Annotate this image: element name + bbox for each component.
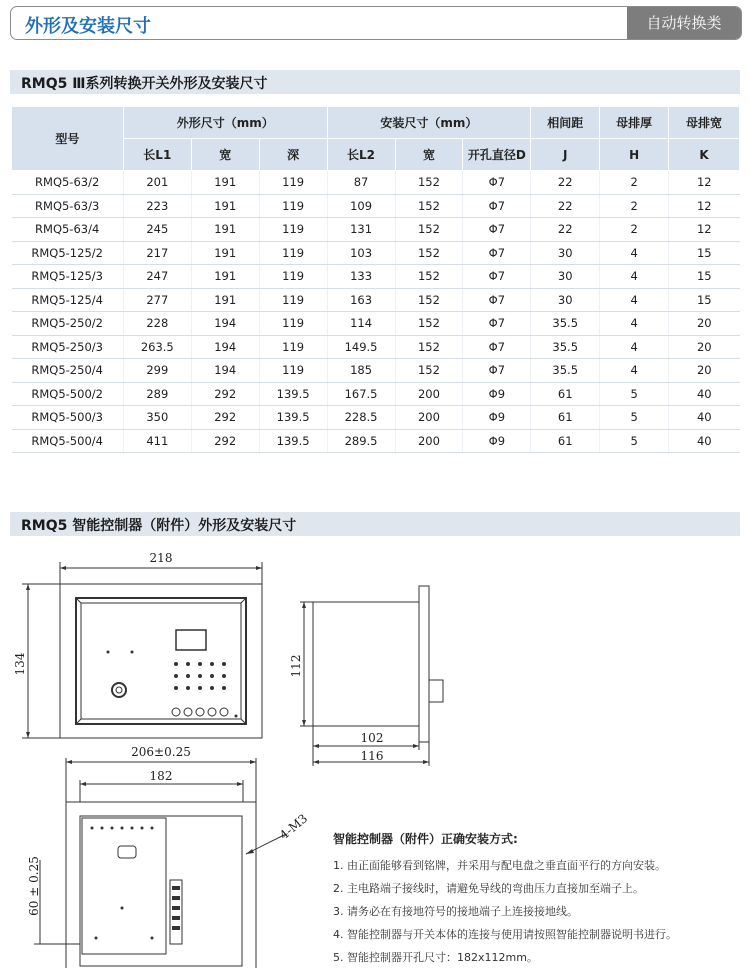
table-cell: 228	[123, 312, 191, 336]
front-bezel	[76, 598, 246, 724]
table-cell: 185	[327, 359, 395, 383]
table-cell: 289	[123, 382, 191, 406]
table-cell: 277	[123, 288, 191, 312]
table-cell: 119	[259, 218, 327, 242]
table-row	[12, 171, 740, 195]
table-row	[12, 194, 740, 218]
table-cell: 12	[669, 218, 740, 242]
table-cell: 35.5	[531, 312, 600, 336]
table-cell: 4	[600, 288, 669, 312]
table-cell: 200	[395, 406, 463, 430]
header-install: 安装尺寸（mm）	[327, 107, 531, 139]
header-outline: 外形尺寸（mm）	[123, 107, 327, 139]
table-row	[12, 218, 740, 242]
dim-label-134: 134	[13, 652, 27, 676]
table-cell: 109	[327, 194, 395, 218]
table-cell: 87	[327, 171, 395, 195]
table-cell: 139.5	[259, 429, 327, 453]
table-cell: 4	[600, 335, 669, 359]
table-cell: RMQ5-63/3	[12, 194, 124, 218]
cutout-port	[118, 846, 136, 858]
table-cell: 191	[191, 265, 259, 289]
table-cell: 292	[191, 382, 259, 406]
table-row	[12, 382, 740, 406]
header-install-width: 宽	[395, 139, 463, 171]
header-busbar-width: 母排宽	[669, 107, 740, 139]
table-cell: 245	[123, 218, 191, 242]
header-h: H	[600, 139, 669, 171]
table-cell: Φ7	[463, 288, 531, 312]
header-hole-diameter: 开孔直径D	[463, 139, 531, 171]
screw-label: 4-M3	[276, 811, 311, 843]
table-cell: RMQ5-125/4	[12, 288, 124, 312]
table-cell: 191	[191, 288, 259, 312]
table-row	[12, 241, 740, 265]
dim-label-206: 206±0.25	[131, 745, 191, 759]
instruction-item: 5. 智能控制器开孔尺寸：182x112mm。	[333, 951, 538, 964]
installation-instructions	[333, 830, 743, 968]
table-cell: 194	[191, 312, 259, 336]
table-cell: 15	[669, 265, 740, 289]
table-row	[12, 359, 740, 383]
table-cell: Φ7	[463, 265, 531, 289]
table-cell: 30	[531, 288, 600, 312]
table-cell: 139.5	[259, 406, 327, 430]
header-k: K	[669, 139, 740, 171]
table-cell: Φ7	[463, 312, 531, 336]
table-cell: 350	[123, 406, 191, 430]
table-cell: 22	[531, 194, 600, 218]
table-cell: 5	[600, 406, 669, 430]
table-cell: 4	[600, 241, 669, 265]
dim-label-102: 102	[360, 731, 384, 745]
table-cell: 5	[600, 429, 669, 453]
table-cell: 191	[191, 171, 259, 195]
table-row	[12, 312, 740, 336]
table-cell: 167.5	[327, 382, 395, 406]
table-cell: 103	[327, 241, 395, 265]
table-row	[12, 265, 740, 289]
cutout-plate	[66, 802, 256, 968]
cutout-module	[82, 818, 166, 954]
table-cell: RMQ5-250/2	[12, 312, 124, 336]
table-cell: Φ7	[463, 241, 531, 265]
table-cell: 263.5	[123, 335, 191, 359]
table-row	[12, 335, 740, 359]
table-cell: 40	[669, 429, 740, 453]
table-cell: 40	[669, 382, 740, 406]
table-cell: 119	[259, 194, 327, 218]
table-cell: 119	[259, 265, 327, 289]
header-model: 型号	[12, 107, 124, 171]
table-cell: 15	[669, 241, 740, 265]
table-cell: 247	[123, 265, 191, 289]
table-cell: 152	[395, 218, 463, 242]
header-j: J	[531, 139, 600, 171]
dim-label-218: 218	[149, 551, 173, 565]
table-cell: 217	[123, 241, 191, 265]
table-cell: 2	[600, 194, 669, 218]
table-cell: 191	[191, 194, 259, 218]
table-cell: 131	[327, 218, 395, 242]
table-cell: 119	[259, 312, 327, 336]
table-cell: RMQ5-63/4	[12, 218, 124, 242]
dimension-table	[11, 106, 740, 453]
table-cell: 15	[669, 288, 740, 312]
table-cell: 299	[123, 359, 191, 383]
table-cell: 152	[395, 241, 463, 265]
dim-label-116: 116	[360, 749, 384, 763]
table-cell: 5	[600, 382, 669, 406]
table-cell: 292	[191, 429, 259, 453]
dim-label-60: 60 ± 0.25	[27, 856, 41, 916]
table-cell: 20	[669, 312, 740, 336]
header-l2: 长L2	[327, 139, 395, 171]
dim-label-112: 112	[289, 654, 303, 678]
table-cell: 292	[191, 406, 259, 430]
header-width: 宽	[191, 139, 259, 171]
table-cell: RMQ5-125/3	[12, 265, 124, 289]
table-cell: 40	[669, 406, 740, 430]
side-body	[313, 602, 419, 726]
table-cell: Φ7	[463, 171, 531, 195]
instructions-title: 智能控制器（附件）正确安装方式:	[333, 832, 518, 846]
table-cell: 35.5	[531, 335, 600, 359]
table-cell: Φ7	[463, 359, 531, 383]
table-cell: RMQ5-250/3	[12, 335, 124, 359]
table-cell: 152	[395, 359, 463, 383]
table-cell: RMQ5-63/2	[12, 171, 124, 195]
table-cell: 20	[669, 359, 740, 383]
header-depth: 深	[259, 139, 327, 171]
table-cell: 194	[191, 335, 259, 359]
cutout-opening	[80, 816, 242, 966]
table-cell: RMQ5-500/4	[12, 429, 124, 453]
table-cell: 4	[600, 312, 669, 336]
table-cell: 2	[600, 171, 669, 195]
table-cell: 119	[259, 335, 327, 359]
table-cell: RMQ5-500/3	[12, 406, 124, 430]
table-cell: 61	[531, 429, 600, 453]
table-cell: 12	[669, 194, 740, 218]
table-cell: 133	[327, 265, 395, 289]
table-cell: 4	[600, 359, 669, 383]
side-connector	[429, 680, 443, 702]
table-cell: 152	[395, 194, 463, 218]
table-cell: 194	[191, 359, 259, 383]
table-cell: 152	[395, 265, 463, 289]
table-cell: 12	[669, 171, 740, 195]
section-title: RMQ5 智能控制器（附件）外形及安装尺寸	[21, 518, 297, 534]
header-busbar-thick: 母排厚	[600, 107, 669, 139]
table-cell: RMQ5-500/2	[12, 382, 124, 406]
table-cell: 20	[669, 335, 740, 359]
front-knob	[112, 683, 126, 697]
dim-label-182: 182	[149, 769, 173, 783]
section-title: RMQ5 Ⅲ系列转换开关外形及安装尺寸	[21, 76, 268, 92]
table-cell: 35.5	[531, 359, 600, 383]
table-cell: 152	[395, 335, 463, 359]
section-heading-switch	[10, 70, 740, 94]
table-cell: 223	[123, 194, 191, 218]
table-cell: 22	[531, 171, 600, 195]
instruction-item: 1. 由正面能够看到铭牌，并采用与配电盘之垂直面平行的方向安装。	[333, 859, 666, 872]
table-cell: 201	[123, 171, 191, 195]
table-cell: 152	[395, 171, 463, 195]
table-cell: Φ9	[463, 406, 531, 430]
table-row	[12, 288, 740, 312]
instruction-item: 2. 主电路端子接线时，请避免导线的弯曲压力直接加至端子上。	[333, 882, 644, 895]
table-cell: 22	[531, 218, 600, 242]
instruction-item: 3. 请务必在有接地符号的接地端子上连接接地线。	[333, 905, 578, 918]
table-cell: Φ7	[463, 218, 531, 242]
table-cell: 200	[395, 382, 463, 406]
header-l1: 长L1	[123, 139, 191, 171]
table-cell: 61	[531, 406, 600, 430]
table-cell: Φ9	[463, 429, 531, 453]
section-heading-controller	[10, 512, 740, 536]
table-cell: 30	[531, 241, 600, 265]
front-display	[176, 630, 206, 650]
front-face	[81, 603, 241, 719]
front-panel-outer	[60, 584, 262, 738]
header-spacing: 相间距	[531, 107, 600, 139]
table-cell: 119	[259, 288, 327, 312]
page-title: 外形及安装尺寸	[25, 16, 151, 37]
table-cell: 228.5	[327, 406, 395, 430]
table-row	[12, 429, 740, 453]
table-cell: Φ7	[463, 194, 531, 218]
side-flange	[419, 586, 429, 742]
table-cell: 152	[395, 312, 463, 336]
table-cell: 4	[600, 265, 669, 289]
table-row	[12, 406, 740, 430]
table-cell: 289.5	[327, 429, 395, 453]
table-cell: 119	[259, 241, 327, 265]
table-cell: 139.5	[259, 382, 327, 406]
table-cell: 119	[259, 171, 327, 195]
instruction-item: 4. 智能控制器与开关本体的连接与使用请按照智能控制器说明书进行。	[333, 928, 677, 941]
table-cell: 149.5	[327, 335, 395, 359]
table-cell: RMQ5-250/4	[12, 359, 124, 383]
table-cell: 30	[531, 265, 600, 289]
table-cell: 152	[395, 288, 463, 312]
table-cell: 2	[600, 218, 669, 242]
table-cell: Φ7	[463, 335, 531, 359]
table-cell: 411	[123, 429, 191, 453]
table-cell: 163	[327, 288, 395, 312]
table-cell: 119	[259, 359, 327, 383]
table-cell: 61	[531, 382, 600, 406]
category-tag: 自动转换类	[627, 7, 741, 39]
table-cell: Φ9	[463, 382, 531, 406]
table-cell: 191	[191, 218, 259, 242]
table-cell: 191	[191, 241, 259, 265]
page-header	[10, 6, 742, 40]
table-cell: RMQ5-125/2	[12, 241, 124, 265]
table-cell: 200	[395, 429, 463, 453]
table-cell: 114	[327, 312, 395, 336]
